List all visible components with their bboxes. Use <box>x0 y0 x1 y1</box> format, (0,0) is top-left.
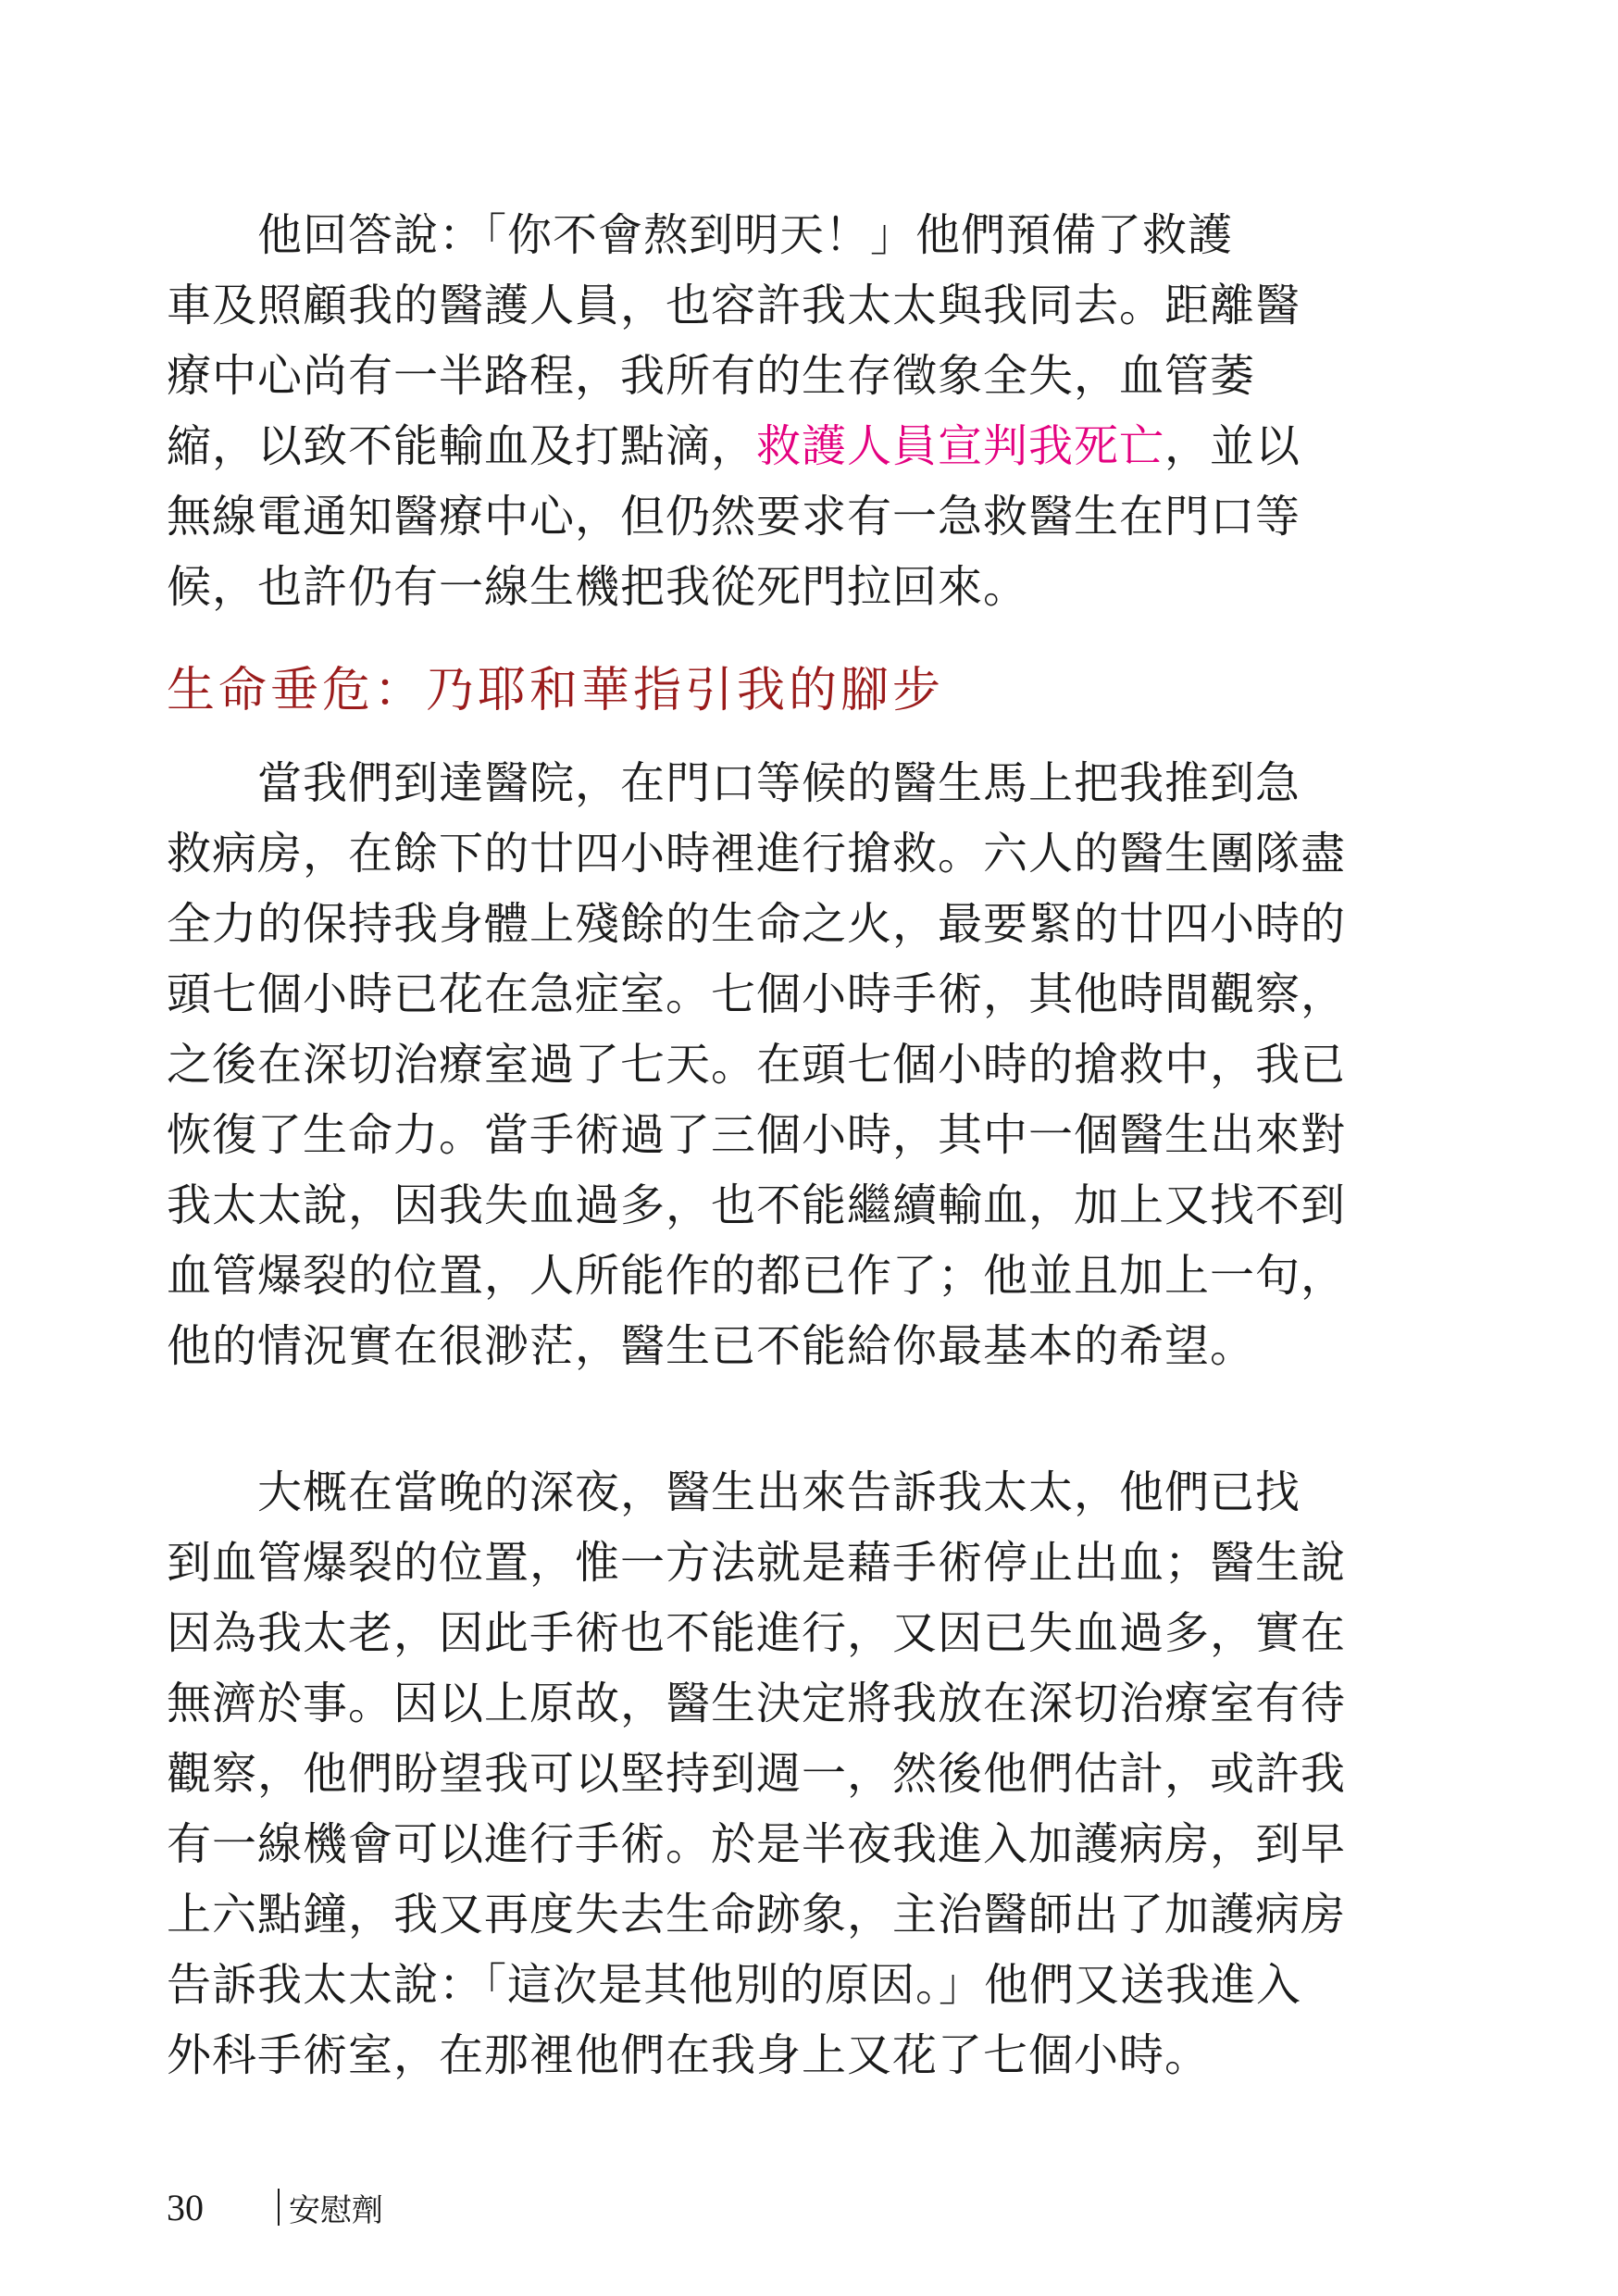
highlighted-phrase: 救護人員宣判我死亡 <box>756 420 1165 472</box>
paragraph-line: 他的情況實在很渺茫，醫生已不能給你最基本的希望。 <box>167 1320 1256 1372</box>
paragraph-line: 恢復了生命力。當手術過了三個小時，其中一個醫生出來對 <box>167 1109 1347 1161</box>
paragraph-line: 上六點鐘，我又再度失去生命跡象，主治醫師出了加護病房 <box>167 1889 1347 1940</box>
paragraph-line: 候，也許仍有一線生機把我從死門拉回來。 <box>167 561 1029 613</box>
paragraph-line: 血管爆裂的位置，人所能作的都已作了；他並且加上一句， <box>167 1250 1347 1302</box>
paragraph-line: 告訴我太太說：「這次是其他別的原因。」他們又送我進入 <box>167 1959 1302 2011</box>
paragraph-line: 之後在深切治療室過了七天。在頭七個小時的搶救中，我已 <box>167 1039 1347 1091</box>
footer-divider <box>278 2189 280 2226</box>
paragraph-line: 觀察，他們盼望我可以堅持到週一，然後他們估計，或許我 <box>167 1748 1347 1800</box>
paragraph-line-with-highlight <box>167 411 1407 481</box>
paragraph-line: 救病房，在餘下的廿四小時裡進行搶救。六人的醫生團隊盡 <box>167 828 1347 880</box>
paragraph-line: 我太太說，因我失血過多，也不能繼續輸血，加上又找不到 <box>167 1179 1347 1231</box>
paragraph-line: 大概在當晚的深夜，醫生出來告訴我太太，他們已找 <box>167 1466 1301 1518</box>
paragraph-line: 當我們到達醫院，在門口等候的醫生馬上把我推到急 <box>167 757 1301 809</box>
paragraph-line: 無濟於事。因以上原故，醫生決定將我放在深切治療室有待 <box>167 1678 1347 1729</box>
page-number: 30 <box>167 2186 204 2228</box>
paragraph-line: 全力的保持我身體上殘餘的生命之火，最要緊的廿四小時的 <box>167 898 1347 950</box>
section-heading: 生命垂危：乃耶和華指引我的腳步 <box>167 663 945 718</box>
paragraph-line: 到血管爆裂的位置，惟一方法就是藉手術停止出血；醫生說 <box>167 1537 1347 1589</box>
paragraph-line: 頭七個小時已花在急症室。七個小時手術，其他時間觀察， <box>167 968 1347 1020</box>
paragraph-2 <box>167 748 1407 1381</box>
line-text-before: 縮，以致不能輸血及打點滴， <box>167 420 757 472</box>
book-title: 安慰劑 <box>289 2191 383 2229</box>
line-text-after: ，並以 <box>1164 420 1301 472</box>
paragraph-1 <box>167 200 1407 622</box>
paragraph-line: 車及照顧我的醫護人員，也容許我太太與我同去。距離醫 <box>167 280 1301 331</box>
paragraph-3 <box>167 1457 1407 2090</box>
paragraph-line: 療中心尚有一半路程，我所有的生存徵象全失，血管萎 <box>167 350 1256 402</box>
paragraph-line: 無線電通知醫療中心，但仍然要求有一急救醫生在門口等 <box>167 491 1301 543</box>
paragraph-line: 有一線機會可以進行手術。於是半夜我進入加護病房，到早 <box>167 1818 1347 1870</box>
paragraph-line: 外科手術室，在那裡他們在我身上又花了七個小時。 <box>167 2029 1211 2081</box>
paragraph-line: 他回答說：「你不會熬到明天！」他們預備了救護 <box>167 209 1234 261</box>
page-footer <box>167 2179 383 2235</box>
paragraph-line: 因為我太老，因此手術也不能進行，又因已失血過多，實在 <box>167 1607 1347 1659</box>
